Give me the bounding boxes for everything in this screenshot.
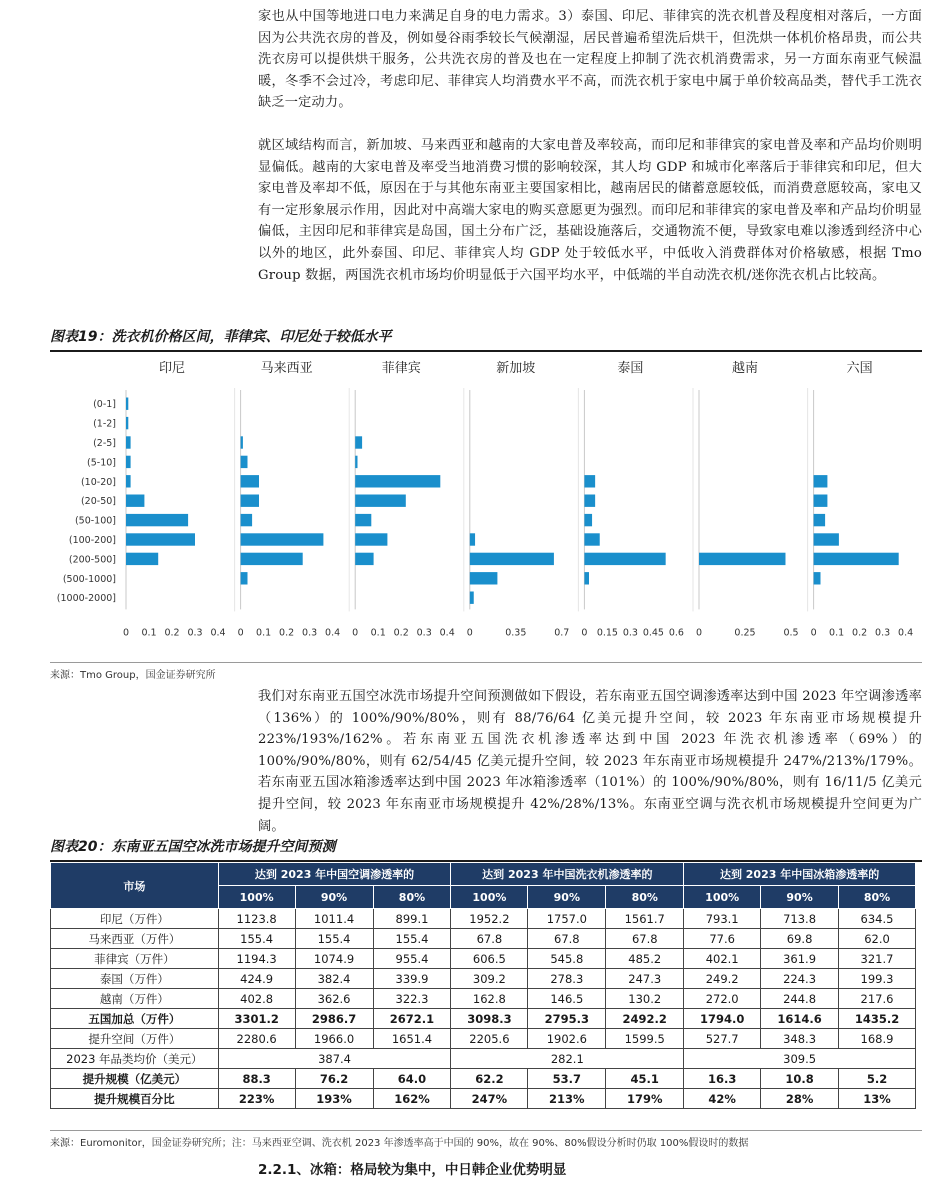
table-cell: 223%: [218, 1089, 295, 1109]
row-label: 印尼（万件）: [51, 909, 219, 929]
table-cell: 193%: [295, 1089, 373, 1109]
table-row: [51, 989, 916, 1009]
table-row: [51, 949, 916, 969]
bar: [126, 553, 158, 565]
header-pct: 80%: [606, 886, 684, 909]
table-cell: 3301.2: [218, 1009, 295, 1029]
table-cell: 1902.6: [528, 1029, 606, 1049]
bar: [126, 417, 128, 429]
table-cell: 1599.5: [606, 1029, 684, 1049]
bar: [584, 572, 589, 584]
table-cell: 362.6: [295, 989, 373, 1009]
table-cell: 67.8: [606, 929, 684, 949]
bar: [241, 436, 243, 448]
header-pct: 90%: [761, 886, 839, 909]
table-cell: 272.0: [684, 989, 761, 1009]
header-pct: 100%: [684, 886, 761, 909]
table-cell: 247.3: [606, 969, 684, 989]
table-cell: 76.2: [295, 1069, 373, 1089]
panel-title: 越南: [731, 361, 759, 376]
bar: [241, 495, 259, 507]
tick-label: 0: [237, 627, 244, 639]
table-cell: 155.4: [218, 929, 295, 949]
row-label: 五国加总（万件）: [51, 1009, 219, 1029]
panel-title: 新加坡: [496, 361, 536, 376]
table-cell: 606.5: [451, 949, 528, 969]
table-cell: 67.8: [451, 929, 528, 949]
table-cell: 1011.4: [295, 909, 373, 929]
bar: [126, 456, 131, 468]
tick-label: 0.2: [852, 627, 868, 639]
bar: [241, 572, 248, 584]
bar: [126, 475, 131, 487]
header-washer: 达到 2023 年中国洗衣机渗透率的: [451, 863, 684, 886]
table-cell: 309.5: [684, 1049, 916, 1069]
table-cell: 1435.2: [839, 1009, 916, 1029]
table-cell: 146.5: [528, 989, 606, 1009]
bar: [355, 533, 387, 545]
table-cell: 713.8: [761, 909, 839, 929]
bar: [355, 553, 373, 565]
table-cell: 217.6: [839, 989, 916, 1009]
table-cell: 77.6: [684, 929, 761, 949]
table-row: [51, 969, 916, 989]
table-cell: 1074.9: [295, 949, 373, 969]
table-row: [51, 909, 916, 929]
table-cell: 130.2: [606, 989, 684, 1009]
tick-label: 0.1: [256, 627, 272, 639]
tick-label: 0.25: [734, 627, 756, 639]
table-cell: 69.8: [761, 929, 839, 949]
table-cell: 16.3: [684, 1069, 761, 1089]
bar: [814, 572, 821, 584]
table-cell: 155.4: [373, 929, 451, 949]
table-cell: 1614.6: [761, 1009, 839, 1029]
bar: [470, 592, 474, 604]
header-pct: 100%: [218, 886, 295, 909]
bar: [699, 553, 785, 565]
table-cell: 64.0: [373, 1069, 451, 1089]
table-cell: 634.5: [839, 909, 916, 929]
table-cell: 62.2: [451, 1069, 528, 1089]
bar: [470, 572, 498, 584]
table-cell: 179%: [606, 1089, 684, 1109]
tick-label: 0.2: [393, 627, 409, 639]
header-pct: 100%: [451, 886, 528, 909]
header-fridge: 达到 2023 年中国冰箱渗透率的: [684, 863, 916, 886]
bar: [814, 533, 839, 545]
table-cell: 1757.0: [528, 909, 606, 929]
tick-label: 0.2: [279, 627, 295, 639]
table-cell: 1651.4: [373, 1029, 451, 1049]
washer-price-chart-svg: [50, 352, 922, 660]
bar: [241, 514, 253, 526]
table-cell: 1194.3: [218, 949, 295, 969]
table-cell: 309.2: [451, 969, 528, 989]
table-cell: 28%: [761, 1089, 839, 1109]
table-cell: 955.4: [373, 949, 451, 969]
tick-label: 0.2: [164, 627, 180, 639]
table-cell: 2795.3: [528, 1009, 606, 1029]
header-pct: 90%: [528, 886, 606, 909]
table-cell: 162%: [373, 1089, 451, 1109]
row-label: 泰国（万件）: [51, 969, 219, 989]
figure19-source: 来源：Tmo Group，国金证券研究所: [50, 662, 922, 681]
table-cell: 42%: [684, 1089, 761, 1109]
row-label: 提升规模（亿美元）: [51, 1069, 219, 1089]
table-cell: 322.3: [373, 989, 451, 1009]
paragraph-assumptions: 我们对东南亚五国空冰洗市场提升空间预测做如下假设，若东南亚五国空调渗透率达到中国 2023 年空调渗透率（136%）的 100%/90%/80%，则有 88/76/64 亿美元提升空间，较 2023 年东南亚市场规模提升 223%/193%/162%。若东南亚五国洗衣机渗透率达到中国 2023 年洗衣机渗透率（69%）的 100%/90%/80%，则有 62/54/45 亿美元提升空间，较 2023 年东南亚市场规模提升 247%/213%/179%。若东南亚五国冰箱渗透率达到中国 2023 年冰箱渗透率（101%）的 100%/90%/80%，则有 16/11/5 亿美元提升空间，较 2023 年东南亚市场规模提升 42%/28%/13%。东南亚空调与洗衣机市场规模提升空间更为广阔。: [258, 689, 922, 834]
row-label: 马来西亚（万件）: [51, 929, 219, 949]
tick-label: 0.4: [439, 627, 455, 639]
category-label: (50-100]: [74, 515, 116, 527]
table-cell: 1561.7: [606, 909, 684, 929]
bar: [241, 475, 259, 487]
bar: [584, 475, 595, 487]
bar: [584, 553, 665, 565]
tick-label: 0.4: [325, 627, 341, 639]
panel-title: 六国: [846, 361, 873, 376]
tick-label: 0.5: [783, 627, 799, 639]
tick-label: 0.3: [622, 627, 638, 639]
table-cell: 213%: [528, 1089, 606, 1109]
table-cell: 2672.1: [373, 1009, 451, 1029]
table-cell: 247%: [451, 1089, 528, 1109]
table-group-header-row: [51, 863, 916, 886]
table-cell: 244.8: [761, 989, 839, 1009]
bar: [241, 553, 303, 565]
bar: [241, 533, 324, 545]
table-cell: 321.7: [839, 949, 916, 969]
tick-label: 0.35: [505, 627, 527, 639]
tick-label: 0: [352, 627, 359, 639]
bar: [241, 456, 248, 468]
table-row: [51, 929, 916, 949]
category-label: (500-1000]: [62, 573, 116, 585]
bar: [584, 514, 592, 526]
bar: [470, 533, 475, 545]
table-cell: 155.4: [295, 929, 373, 949]
table-cell: 424.9: [218, 969, 295, 989]
figure19-title: 图表19：洗衣机价格区间，菲律宾、印尼处于较低水平: [50, 326, 922, 352]
table-cell: 1794.0: [684, 1009, 761, 1029]
washer-price-chart: [50, 352, 922, 660]
bar: [126, 436, 131, 448]
table-cell: 199.3: [839, 969, 916, 989]
table-cell: 402.1: [684, 949, 761, 969]
table-cell: 348.3: [761, 1029, 839, 1049]
paragraph-regional-structure: 就区域结构而言，新加坡、马来西亚和越南的大家电普及率较高，而印尼和菲律宾的家电普及率和产品均价则明显偏低。越南的大家电普及率受当地消费习惯的影响较深，其人均 GDP 和城市化率落后于菲律宾和印尼，但大家电普及率却不低，原因在于与其他东南亚主要国家相比，越南居民的储蓄意愿较低，而消费意愿较高，家电又有一定形象展示作用，因此对中高端大家电的购买意愿更为强烈。而印尼和菲律宾的家电普及率和产品均价明显偏低，主因印尼和菲律宾是岛国，国土分布广泛，基础设施落后，交通物流不便，导致家电难以渗透到经济中心以外的地区，此外泰国、印尼、菲律宾人均 GDP 处于较低水平，中低收入消费群体对价格敏感，根据 Tmo Group 数据，两国洗衣机市场均价明显低于六国平均水平，中低端的半自动洗衣机/迷你洗衣机占比较高。: [258, 138, 922, 283]
table-cell: 545.8: [528, 949, 606, 969]
table-cell: 3098.3: [451, 1009, 528, 1029]
table-cell: 224.3: [761, 969, 839, 989]
category-label: (100-200]: [68, 535, 116, 546]
table-cell: 45.1: [606, 1069, 684, 1089]
table-body: [51, 909, 916, 1109]
table-cell: 2280.6: [218, 1029, 295, 1049]
bar: [814, 553, 899, 565]
table-cell: 527.7: [684, 1029, 761, 1049]
bar: [814, 514, 826, 526]
tick-label: 0: [122, 627, 130, 639]
table-cell: 2986.7: [295, 1009, 373, 1029]
row-label: 2023 年品类均价（美元）: [51, 1049, 219, 1069]
bar: [470, 553, 554, 565]
row-label: 越南（万件）: [51, 989, 219, 1009]
tick-label: 0.6: [668, 627, 684, 639]
figure20-title: 图表20：东南亚五国空冰洗市场提升空间预测: [50, 836, 922, 862]
table-cell: 387.4: [218, 1049, 451, 1069]
section-heading: 2.2.1、冰箱：格局较为集中，中日韩企业优势明显: [258, 1162, 567, 1178]
table-cell: 793.1: [684, 909, 761, 929]
panel-title: 菲律宾: [381, 361, 421, 376]
paragraph-laundry-penetration: 家也从中国等地进口电力来满足自身的电力需求。3）泰国、印尼、菲律宾的洗衣机普及程度相对落后，一方面因为公共洗衣房的普及，例如曼谷雨季较长气候潮湿，居民普遍希望洗后烘干，但洗烘一体机价格昂贵，而公共洗衣房可以提供烘干服务，公共洗衣房的普及也在一定程度上抑制了洗衣机消费需求，另一方面东南亚气候温暖，冬季不会过冷，考虑印尼、菲律宾人均消费水平不高，而洗衣机于家电中属于单价较高品类，替代手工洗衣缺乏一定动力。: [258, 9, 922, 111]
table-cell: 53.7: [528, 1069, 606, 1089]
tick-label: 0.3: [875, 627, 891, 639]
panel-title: 马来西亚: [260, 361, 313, 376]
category-label: (0-1]: [93, 399, 116, 411]
header-market: 市场: [51, 863, 219, 909]
table-cell: 5.2: [839, 1069, 916, 1089]
table-cell: 1952.2: [451, 909, 528, 929]
row-label: 菲律宾（万件）: [51, 949, 219, 969]
table-cell: 168.9: [839, 1029, 916, 1049]
category-label: (200-500]: [68, 554, 116, 566]
tick-label: 0.7: [554, 627, 570, 639]
header-pct: 80%: [839, 886, 916, 909]
category-label: (1000-2000]: [56, 593, 116, 605]
table-cell: 382.4: [295, 969, 373, 989]
tick-label: 0.4: [898, 627, 914, 639]
table-row: [51, 1029, 916, 1049]
bar: [814, 475, 828, 487]
table-row-scale: [51, 1069, 916, 1089]
bar: [355, 475, 440, 487]
category-label: (20-50]: [80, 496, 116, 508]
table-cell: 62.0: [839, 929, 916, 949]
bar: [355, 495, 406, 507]
table-cell: 67.8: [528, 929, 606, 949]
table-cell: 361.9: [761, 949, 839, 969]
tick-label: 0: [466, 627, 473, 639]
table-cell: 1123.8: [218, 909, 295, 929]
table-cell: 1966.0: [295, 1029, 373, 1049]
panel-title: 泰国: [617, 361, 644, 376]
bar: [126, 398, 128, 410]
tick-label: 0.15: [596, 627, 618, 639]
tick-label: 0.1: [370, 627, 386, 639]
header-pct: 90%: [295, 886, 373, 909]
table-cell: 13%: [839, 1089, 916, 1109]
table-cell: 402.8: [218, 989, 295, 1009]
table-row-pct: [51, 1089, 916, 1109]
tick-label: 0.4: [210, 627, 226, 639]
bar: [126, 514, 188, 526]
category-label: (1-2]: [93, 418, 116, 430]
bar: [584, 533, 599, 545]
category-label: (2-5]: [93, 438, 116, 449]
header-ac: 达到 2023 年中国空调渗透率的: [218, 863, 451, 886]
panel-title: 印尼: [158, 361, 186, 376]
tick-label: 0.3: [302, 627, 318, 639]
tick-label: 0.1: [141, 627, 157, 639]
tick-label: 0.1: [829, 627, 845, 639]
bar: [814, 495, 828, 507]
bar: [355, 456, 357, 468]
table-row-avg-price: [51, 1049, 916, 1069]
table-cell: 2205.6: [451, 1029, 528, 1049]
row-label: 提升空间（万件）: [51, 1029, 219, 1049]
table-cell: 339.9: [373, 969, 451, 989]
market-forecast-table: [50, 862, 916, 1109]
table-cell: 485.2: [606, 949, 684, 969]
row-label: 提升规模百分比: [51, 1089, 219, 1109]
tick-label: 0: [581, 627, 588, 639]
table-cell: 899.1: [373, 909, 451, 929]
bar: [584, 495, 595, 507]
table-cell: 249.2: [684, 969, 761, 989]
table-cell: 162.8: [451, 989, 528, 1009]
table-cell: 10.8: [761, 1069, 839, 1089]
bar: [355, 514, 371, 526]
table-cell: 88.3: [218, 1069, 295, 1089]
tick-label: 0: [810, 627, 817, 639]
category-label: (10-20]: [80, 476, 116, 488]
bar: [126, 533, 195, 545]
table-cell: 282.1: [451, 1049, 684, 1069]
tick-label: 0.45: [642, 627, 664, 639]
bar: [355, 436, 362, 448]
tick-label: 0.3: [187, 627, 203, 639]
bar: [126, 495, 144, 507]
tick-label: 0: [695, 627, 703, 639]
tick-label: 0.3: [416, 627, 432, 639]
category-label: (5-10]: [87, 457, 116, 469]
table-cell: 2492.2: [606, 1009, 684, 1029]
table-cell: 278.3: [528, 969, 606, 989]
figure20-source: 来源：Euromonitor，国金证券研究所；注：马来西亚空调、洗衣机 2023 年渗透率高于中国的 90%，故在 90%、80%假设分析时仍取 100%假设时的数据: [50, 1130, 922, 1149]
table-row: [51, 1009, 916, 1029]
header-pct: 80%: [373, 886, 451, 909]
